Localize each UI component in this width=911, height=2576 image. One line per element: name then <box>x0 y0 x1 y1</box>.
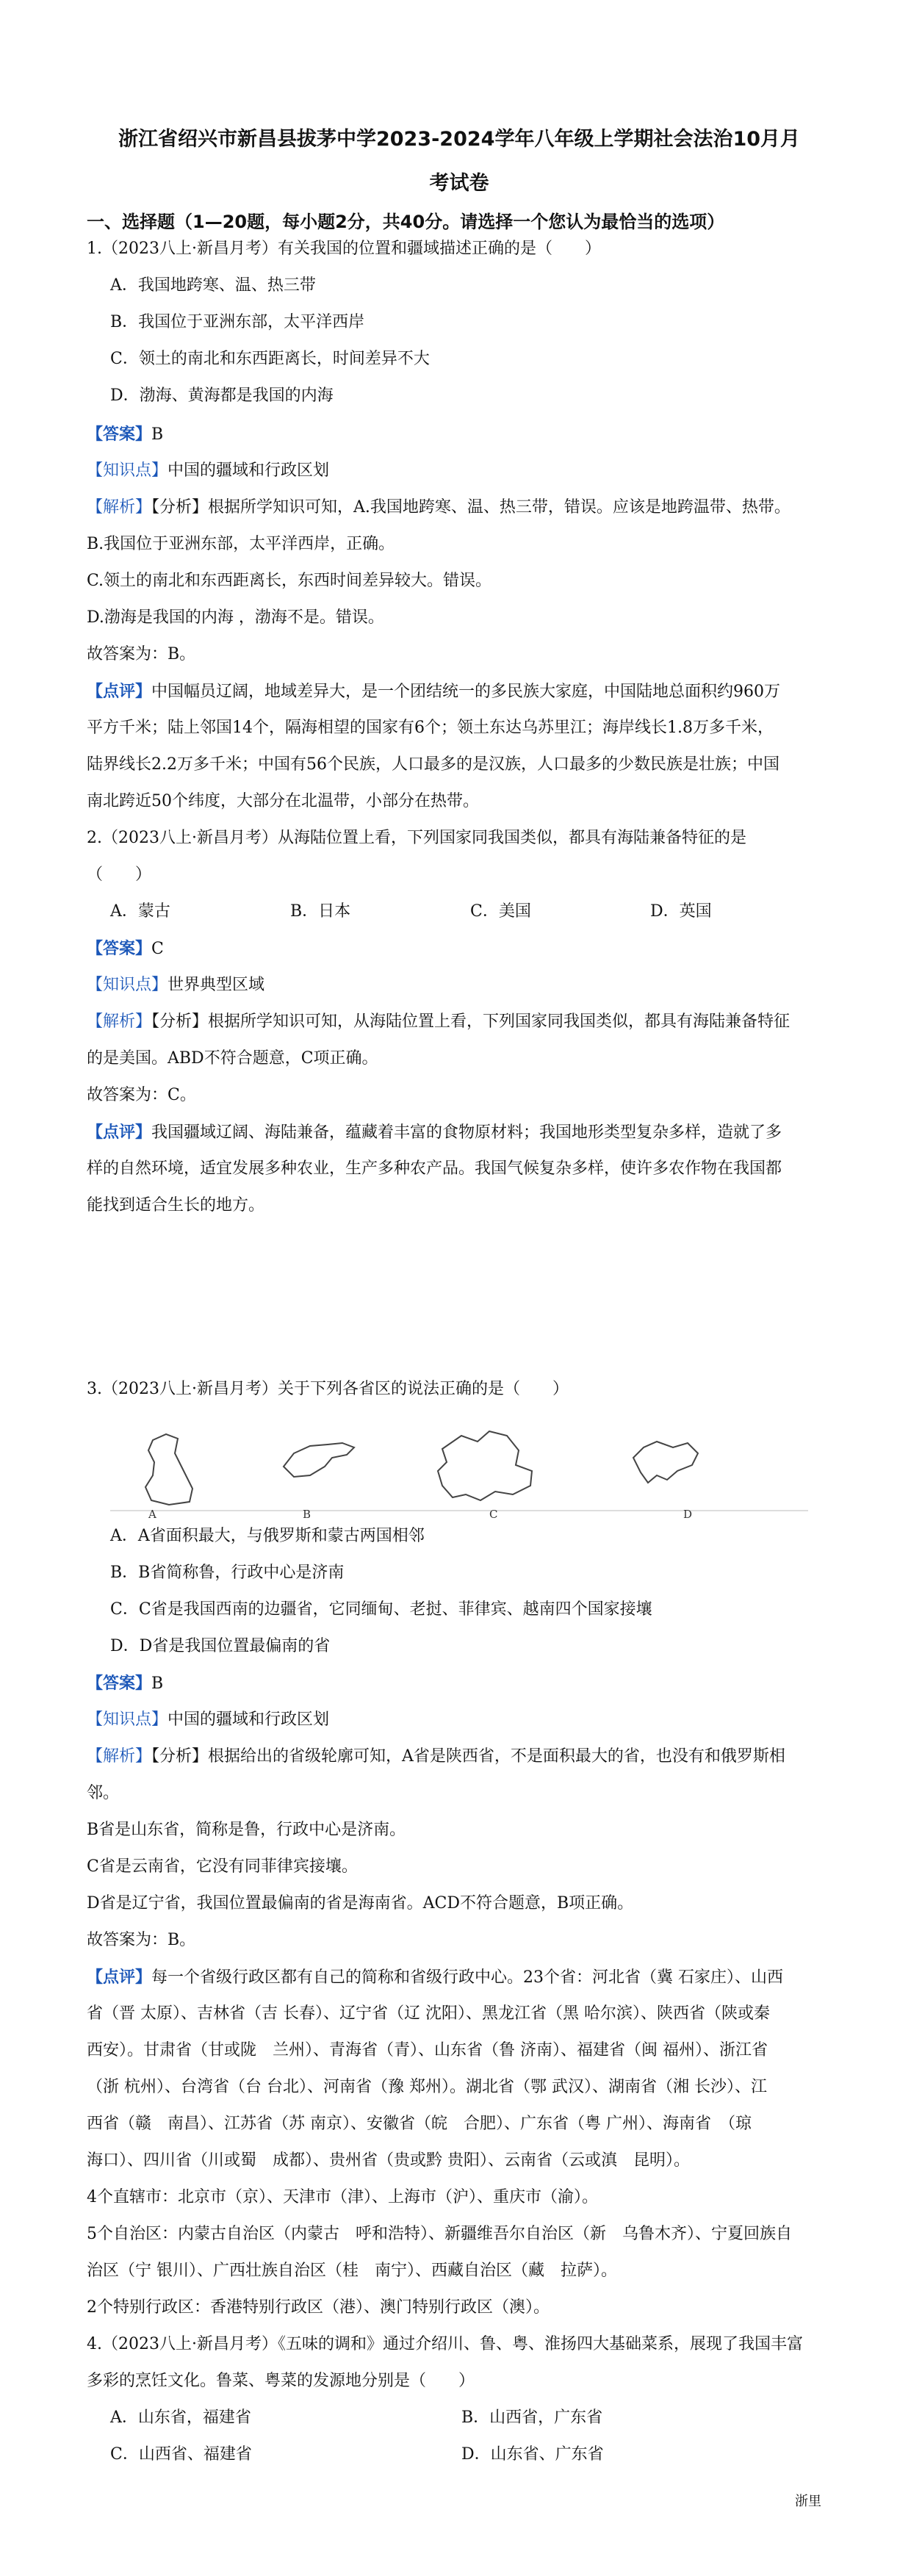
province-b-outline <box>284 1443 354 1477</box>
q3-knowledge <box>87 1712 329 1728</box>
province-outline-figure <box>110 1424 815 1519</box>
q1-comment-3: 陆界线长2.2万多千米；中国有56个民族，人口最多的是汉族，人口最多的少数民族是壮族；中国 <box>87 755 779 774</box>
knowledge-value: 中国的疆域和行政区划 <box>168 461 330 480</box>
q2-stem-2: （ ） <box>87 866 152 884</box>
q2-options <box>110 904 830 920</box>
q3-analysis-5: D省是辽宁省，我国位置最偏南的省是海南省。ACD不符合题意，B项正确。 <box>87 1894 634 1913</box>
q2-option-a: A．蒙古 <box>110 902 170 921</box>
province-a-outline <box>145 1434 192 1505</box>
q3-option-a: A．A省面积最大，与俄罗斯和蒙古两国相邻 <box>110 1527 425 1545</box>
q1-analysis-5: 故答案为：B。 <box>87 645 196 663</box>
q3-analysis-2: 邻。 <box>87 1784 120 1802</box>
q1-comment-1: 【点评】中国幅员辽阔，地域差异大，是一个团结统一的多民族大家庭，中国陆地总面积约960万 <box>87 682 781 701</box>
q1-knowledge <box>87 463 329 479</box>
analysis-tag: 【解析】 <box>87 498 152 517</box>
q1-stem: 1.（2023八上·新昌月考）有关我国的位置和疆域描述正确的是（ ） <box>87 240 601 258</box>
q2-option-d: D．英国 <box>650 902 712 921</box>
q4-option-c: C．山西省、福建省 <box>110 2445 252 2464</box>
q2-knowledge <box>87 977 264 993</box>
comment-tag: 【点评】 <box>87 682 152 701</box>
q3-comment-5: 西省（赣 南昌）、江苏省（苏 南京）、安徽省（皖 合肥）、广东省（粤 广州）、海南省 （琼 <box>87 2115 752 2133</box>
comment-tag: 【点评】 <box>87 1968 152 1987</box>
q2-comment-2: 样的自然环境，适宜发展多种农业，生产多种农产品。我国气候复杂多样，使许多农作物在我国都 <box>87 1159 782 1178</box>
answer-tag: 【答案】 <box>87 425 152 444</box>
section-heading: 一、选择题（1—20题，每小题2分，共40分。请选择一个您认为最恰当的选项） <box>87 212 725 232</box>
q3-comment-7: 4个直辖市：北京市（京）、天津市（津）、上海市（沪）、重庆市（渝）。 <box>87 2188 598 2206</box>
q3-option-b: B．B省简称鲁，行政中心是济南 <box>110 1564 345 1582</box>
q2-option-c: C．美国 <box>470 902 531 921</box>
answer-value: B <box>151 425 164 444</box>
q1-answer <box>87 426 163 443</box>
q2-comment-3: 能找到适合生长的地方。 <box>87 1196 265 1215</box>
q2-analysis-2: 的是美国。ABD不符合题意，C项正确。 <box>87 1049 378 1068</box>
q3-answer <box>87 1675 163 1692</box>
q3-comment-3: 西安）。甘肃省（甘或陇 兰州）、青海省（青）、山东省（鲁 济南）、福建省（闽 福州）、浙江省 <box>87 2041 768 2059</box>
knowledge-tag: 【知识点】 <box>87 976 168 994</box>
q3-comment-4: （浙 杭州）、台湾省（台 台北）、河南省（豫 郑州）。湖北省（鄂 武汉）、湖南省（湘 长沙）、江 <box>87 2078 767 2096</box>
q3-analysis-4: C省是云南省，它没有同菲律宾接壤。 <box>87 1857 358 1876</box>
q2-stem-1: 2.（2023八上·新昌月考）从海陆位置上看，下列国家同我国类似，都具有海陆兼备特征的是 <box>87 829 746 847</box>
page-footer-mark: 浙里 <box>795 2494 821 2509</box>
q3-comment-9: 治区（宁 银川）、广西壮族自治区（桂 南宁）、西藏自治区（藏 拉萨）。 <box>87 2262 617 2280</box>
answer-value: C <box>151 940 164 958</box>
q1-analysis-3: C.领土的南北和东西距离长，东西时间差异较大。错误。 <box>87 572 492 590</box>
exam-title-line1: 浙江省绍兴市新昌县拔茅中学2023-2024学年八年级上学期社会法治10月月 <box>118 128 801 151</box>
q1-comment-2: 平方千米；陆上邻国14个，隔海相望的国家有6个；领土东达乌苏里江；海岸线长1.8万多千米， <box>87 719 774 737</box>
province-label-b: B <box>303 1508 312 1519</box>
answer-tag: 【答案】 <box>87 1674 152 1693</box>
province-label-c: C <box>489 1508 498 1519</box>
q3-comment-2: 省（晋 太原）、吉林省（吉 长春）、辽宁省（辽 沈阳）、黑龙江省（黑 哈尔滨）、陕西省（陕或秦 <box>87 2004 770 2023</box>
knowledge-tag: 【知识点】 <box>87 461 168 480</box>
province-label-d: D <box>683 1508 693 1519</box>
q1-option-b: B．我国位于亚洲东部，太平洋西岸 <box>110 313 365 331</box>
q3-analysis-3: B省是山东省，简称是鲁，行政中心是济南。 <box>87 1821 406 1839</box>
q2-option-b: B．日本 <box>290 902 351 921</box>
q1-option-a: A．我国地跨寒、温、热三带 <box>110 276 316 295</box>
q1-option-d: D．渤海、黄海都是我国的内海 <box>110 386 334 405</box>
q3-comment-10: 2个特别行政区：香港特别行政区（港）、澳门特别行政区（澳）。 <box>87 2298 550 2317</box>
province-c-outline <box>438 1431 532 1500</box>
q4-stem-1: 4.（2023八上·新昌月考）《五味的调和》通过介绍川、鲁、粤、淮扬四大基础菜系，展现了我国丰富 <box>87 2335 803 2353</box>
q3-option-d: D．D省是我国位置最偏南的省 <box>110 1637 331 1655</box>
q2-comment-1: 【点评】我国疆域辽阔、海陆兼备，蕴藏着丰富的食物原材料；我国地形类型复杂多样，造就了多 <box>87 1123 782 1142</box>
q1-analysis-2: B.我国位于亚洲东部，太平洋西岸，正确。 <box>87 535 395 553</box>
q3-option-c: C．C省是我国西南的边疆省，它同缅甸、老挝、菲律宾、越南四个国家接壤 <box>110 1600 652 1619</box>
answer-tag: 【答案】 <box>87 939 152 958</box>
knowledge-tag: 【知识点】 <box>87 1710 168 1729</box>
q1-option-c: C．领土的南北和东西距离长，时间差异不大 <box>110 350 430 368</box>
q3-comment-6: 海口）、四川省（川或蜀 成都）、贵州省（贵或黔 贵阳）、云南省（云或滇 昆明）。 <box>87 2151 690 2170</box>
q4-option-d: D．山东省、广东省 <box>461 2445 604 2464</box>
q1-analysis-1: 【解析】【分析】根据所学知识可知，A.我国地跨寒、温、热三带，错误。应该是地跨温带、热带。 <box>87 498 791 517</box>
q2-analysis-3: 故答案为：C。 <box>87 1086 196 1104</box>
q3-analysis-1: 【解析】【分析】根据给出的省级轮廓可知，A省是陕西省，不是面积最大的省，也没有和俄罗斯相 <box>87 1747 785 1766</box>
q3-analysis-6: 故答案为：B。 <box>87 1931 196 1949</box>
q3-stem: 3.（2023八上·新昌月考）关于下列各省区的说法正确的是（ ） <box>87 1380 569 1398</box>
q3-comment-8: 5个自治区：内蒙古自治区（内蒙古 呼和浩特）、新疆维吾尔自治区（新 乌鲁木齐）、宁夏回族自 <box>87 2225 793 2243</box>
province-d-outline <box>633 1442 698 1483</box>
q2-answer <box>87 940 164 957</box>
q2-analysis-1: 【解析】【分析】根据所学知识可知，从海陆位置上看，下列国家同我国类似，都具有海陆兼备特征 <box>87 1012 791 1031</box>
exam-title-line2: 考试卷 <box>429 172 489 195</box>
province-label-a: A <box>148 1508 156 1519</box>
analysis-tag: 【解析】 <box>87 1012 152 1031</box>
q4-stem-2: 多彩的烹饪文化。鲁菜、粤菜的发源地分别是（ ） <box>87 2372 475 2390</box>
q3-comment-1: 【点评】每一个省级行政区都有自己的简称和省级行政中心。23个省：河北省（冀 石家庄）、山西 <box>87 1968 784 1987</box>
answer-value: B <box>151 1674 164 1693</box>
analysis-tag: 【解析】 <box>87 1747 152 1766</box>
comment-tag: 【点评】 <box>87 1123 152 1142</box>
knowledge-value: 世界典型区域 <box>168 976 265 994</box>
q1-comment-4: 南北跨近50个纬度，大部分在北温带，小部分在热带。 <box>87 792 479 810</box>
q4-option-b: B．山西省，广东省 <box>461 2408 603 2427</box>
q1-analysis-4: D.渤海是我国的内海 ，渤海不是。错误。 <box>87 608 384 627</box>
knowledge-value: 中国的疆域和行政区划 <box>168 1710 330 1729</box>
q4-option-a: A．山东省，福建省 <box>110 2408 251 2427</box>
